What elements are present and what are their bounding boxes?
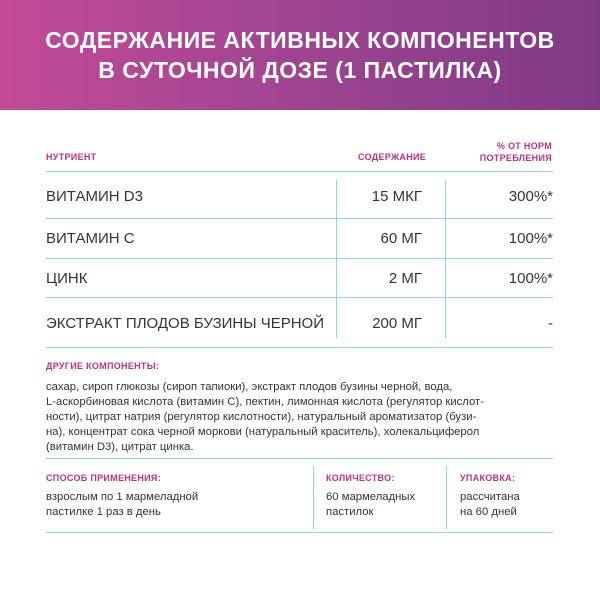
- section-divider: [46, 458, 553, 459]
- other-components-line: на), концентрат сока черной моркови (натуральный краситель), холекальциферол: [46, 426, 480, 438]
- bottom-divider-2: [446, 466, 447, 529]
- table-row: [0, 259, 600, 299]
- column-header-norm-line1: % ОТ НОРМ: [496, 141, 552, 151]
- nutrient-amount: 200 МГ: [372, 315, 422, 332]
- nutrient-amount: 15 МКГ: [371, 188, 422, 205]
- column-header-content: СОДЕРЖАНИЕ: [358, 152, 427, 162]
- quantity-line: пастилок: [326, 506, 374, 518]
- nutrient-name: ВИТАМИН С: [46, 230, 135, 247]
- column-header-norm-line2: ПОТРЕБЛЕНИЯ: [479, 153, 552, 163]
- nutrient-name: ЦИНК: [46, 270, 88, 287]
- package-line: на 60 дней: [460, 506, 517, 518]
- table-row: [0, 177, 600, 217]
- header-divider: [46, 171, 553, 172]
- usage-line: пастилке 1 раз в день: [46, 506, 161, 518]
- nutrient-percent: -: [548, 315, 553, 332]
- package-title: УПАКОВКА:: [460, 473, 516, 483]
- nutrient-percent: 300%*: [508, 188, 553, 205]
- quantity-text: [326, 490, 415, 520]
- title-line-1: СОДЕРЖАНИЕ АКТИВНЫХ КОМПОНЕНТОВ: [45, 27, 555, 53]
- bottom-divider-1: [313, 466, 314, 529]
- other-components-line: сахар, сироп глюкозы (сироп тапиоки), экстракт плодов бузины черной, вода,: [46, 381, 453, 393]
- page-title: [40, 25, 560, 85]
- other-components-line: L-аскорбиновая кислота (витамин С), пектин, лимонная кислота (регулятор кислот-: [46, 396, 484, 408]
- row-divider: [46, 297, 553, 298]
- other-components-text: [46, 380, 556, 455]
- nutrient-amount: 2 МГ: [388, 270, 422, 287]
- usage-line: взрослым по 1 мармеладной: [46, 491, 199, 503]
- nutrient-name: ЭКСТРАКТ ПЛОДОВ БУЗИНЫ ЧЕРНОЙ: [46, 315, 324, 332]
- column-header-nutrient: НУТРИЕНТ: [46, 152, 97, 162]
- nutrient-percent: 100%*: [508, 270, 553, 287]
- package-text: [460, 490, 520, 520]
- other-components-title: ДРУГИЕ КОМПОНЕНТЫ:: [46, 361, 160, 371]
- other-components-line: ности), цитрат натрия (регулятор кислотности), натуральный ароматизатор (бузи-: [46, 411, 477, 423]
- nutrient-percent: 100%*: [508, 230, 553, 247]
- package-line: рассчитана: [460, 491, 520, 503]
- usage-title: СПОСОБ ПРИМЕНЕНИЯ:: [46, 473, 161, 483]
- table-bottom-divider: [46, 347, 553, 348]
- usage-text: [46, 490, 198, 520]
- quantity-title: КОЛИЧЕСТВО:: [326, 473, 395, 483]
- header-banner: [0, 0, 600, 110]
- other-components-line: (витамин D3), цитрат цинка.: [46, 441, 194, 453]
- nutrient-amount: 60 МГ: [380, 230, 422, 247]
- table-row: [0, 219, 600, 259]
- nutrient-name: ВИТАМИН D3: [46, 188, 143, 205]
- title-line-2: В СУТОЧНОЙ ДОЗЕ (1 ПАСТИЛКА): [98, 57, 502, 83]
- table-row: [0, 304, 600, 344]
- footer-divider: [46, 532, 553, 533]
- column-header-norm: [480, 140, 552, 164]
- quantity-line: 60 мармеладных: [326, 491, 416, 503]
